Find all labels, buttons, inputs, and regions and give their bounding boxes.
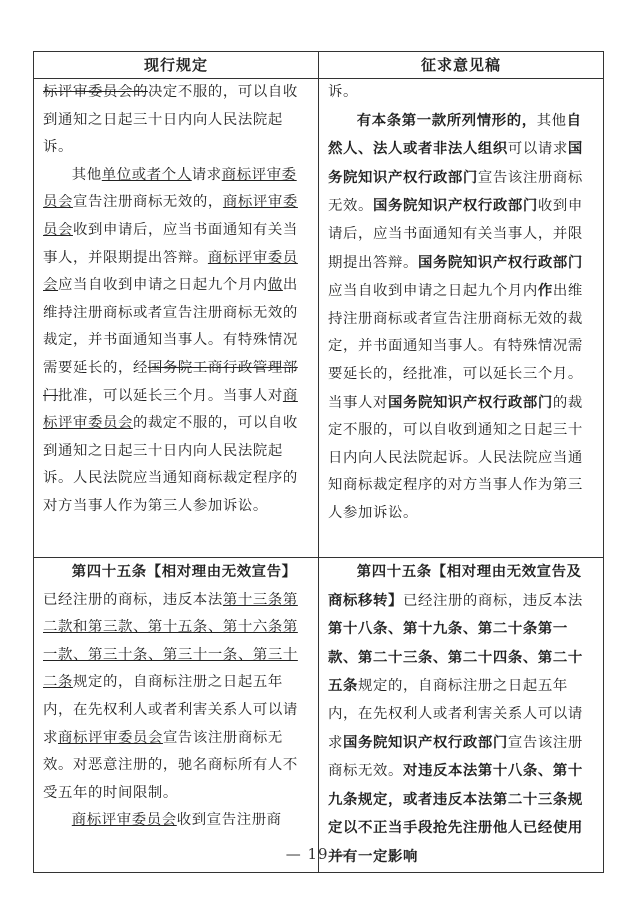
text-run: 收到宣告注册商 — [176, 812, 282, 829]
text-run: 已经注册的商标，违反本法 — [43, 591, 223, 608]
underlined-text: 商标评审委员会 — [43, 249, 298, 294]
underlined-text: 商标评审委员会 — [43, 166, 297, 211]
bold-text: 第四十五条【相对理由无效宣告】 — [71, 563, 297, 580]
page-number: — 19 — — [285, 845, 351, 863]
bold-text: 第四十五条【相对理由无效宣告及商标移转】 — [328, 563, 582, 609]
text-run: 应当自收到申请之日起九个月内 — [328, 283, 538, 300]
text-run: 应当自收到申请之日起九个月内 — [58, 277, 268, 294]
bold-text: 国务院知识产权行政部门 — [343, 733, 508, 751]
draft-cell — [319, 79, 604, 558]
underlined-text: 做 — [267, 277, 283, 294]
bold-text: 第十八条、第十九条、第二十条第一款、第二十三条、第二十四条、第二十五条 — [328, 620, 583, 695]
text-run: 出维持注册商标或者宣告注册商标无效的裁定，并书面通知当事人。有特殊情况需要延长的，经批准，可以延长三个月。当事人对 — [328, 283, 583, 411]
text-run: 收到申请后，应当书面通知有关当事人，并限期提出答辩。 — [328, 198, 583, 271]
underlined-text: 商标评审委员会 — [71, 812, 177, 829]
bold-text: 对违反本法第十八条、第十九条规定，或者违反本法第二十三条规定以不正当手段抢先注册他人已经使用并有一定影响 — [328, 762, 583, 865]
text-run: 收到申请后，应当书面通知有关当事人，并限期提出答辩。 — [43, 221, 298, 266]
text-run: 其他 — [71, 166, 102, 183]
text-run: 决定不服的，可以自收到通知之日起三十日内向人民法院起诉。 — [43, 84, 298, 156]
table-header-row — [34, 52, 604, 79]
text-run: 出维持注册商标或者宣告注册商标无效的裁定，并书面通知当事人。有特殊情况需要延长的，经 — [43, 277, 298, 376]
struck-text: 国务院工商行政管理部门 — [43, 359, 298, 404]
text-run: 宣告该注册商标无效。对恶意注册的，驰名商标所有人不受五年的时间限制。 — [43, 729, 298, 801]
text-run: 批准，可以延长三个月。当事人对 — [58, 387, 283, 404]
underlined-text: 商标评审委员会 — [43, 387, 298, 432]
text-run: 可以请求 — [507, 141, 568, 158]
underlined-text: 商标评审委员会 — [43, 194, 298, 238]
underlined-text: 第十三条第二款和第三款、第十五条、第十六条第一款、第三十条、第三十一条、第三十二条 — [43, 591, 298, 691]
table-row — [34, 79, 604, 558]
text-run: 的裁定不服的，可以自收到通知之日起三十日内向人民法院起诉。人民法院应当通知商标裁定程序的对方当事人作为第三人参加诉讼。 — [328, 394, 583, 521]
paragraph — [43, 807, 310, 835]
text-run: 其他 — [536, 112, 567, 129]
text-run: 宣告注册商标无效的， — [72, 194, 223, 211]
paragraph — [328, 79, 595, 107]
text-run: 宣告该注册商标无效。 — [328, 169, 583, 215]
draft-cell — [319, 558, 604, 873]
bold-text: 国务院知识产权行政部门 — [372, 197, 538, 215]
table-row — [34, 558, 604, 873]
bold-text: 国务院知识产权行政部门 — [328, 140, 583, 186]
current-rules-cell — [34, 558, 319, 873]
bold-text: 国务院知识产权行政部门 — [417, 253, 583, 271]
header-draft: 征求意见稿 — [319, 52, 604, 79]
text-run: 的裁定不服的，可以自收到通知之日起三十日内向人民法院起诉。人民法院应当通知商标裁定程序的对方当事人作为第三人参加诉讼。 — [43, 415, 298, 514]
paragraph — [328, 558, 595, 872]
bold-text: 国务院知识产权行政部门 — [387, 393, 553, 411]
text-run: 规定的，自商标注册之日起五年内，在先权利人或者利害关系人可以请求 — [43, 674, 298, 746]
underlined-text: 单位或者个人 — [101, 166, 192, 183]
comparison-table — [33, 51, 604, 873]
bold-text: 自然人、法人或者非法人组织 — [328, 111, 582, 158]
text-run: 诉。 — [328, 84, 358, 100]
text-run: 规定的，自商标注册之日起五年内，在先权利人或者利害关系人可以请求 — [328, 678, 583, 751]
bold-text: 作 — [537, 282, 553, 300]
bold-text: 有本条第一款所列情形的， — [356, 111, 537, 129]
text-run: 已经注册的商标，违反本法 — [402, 592, 583, 609]
underlined-text: 商标评审委员会 — [58, 729, 163, 746]
struck-text: 标评审委员会的 — [43, 84, 148, 100]
text-run: 请求 — [191, 166, 222, 183]
header-current-rules: 现行规定 — [34, 52, 319, 79]
text-run: 宣告该注册商标无效。 — [328, 734, 583, 780]
current-rules-cell — [34, 79, 319, 558]
paragraph — [328, 107, 595, 528]
paragraph — [43, 162, 310, 521]
paragraph — [43, 558, 310, 807]
paragraph — [43, 79, 310, 162]
